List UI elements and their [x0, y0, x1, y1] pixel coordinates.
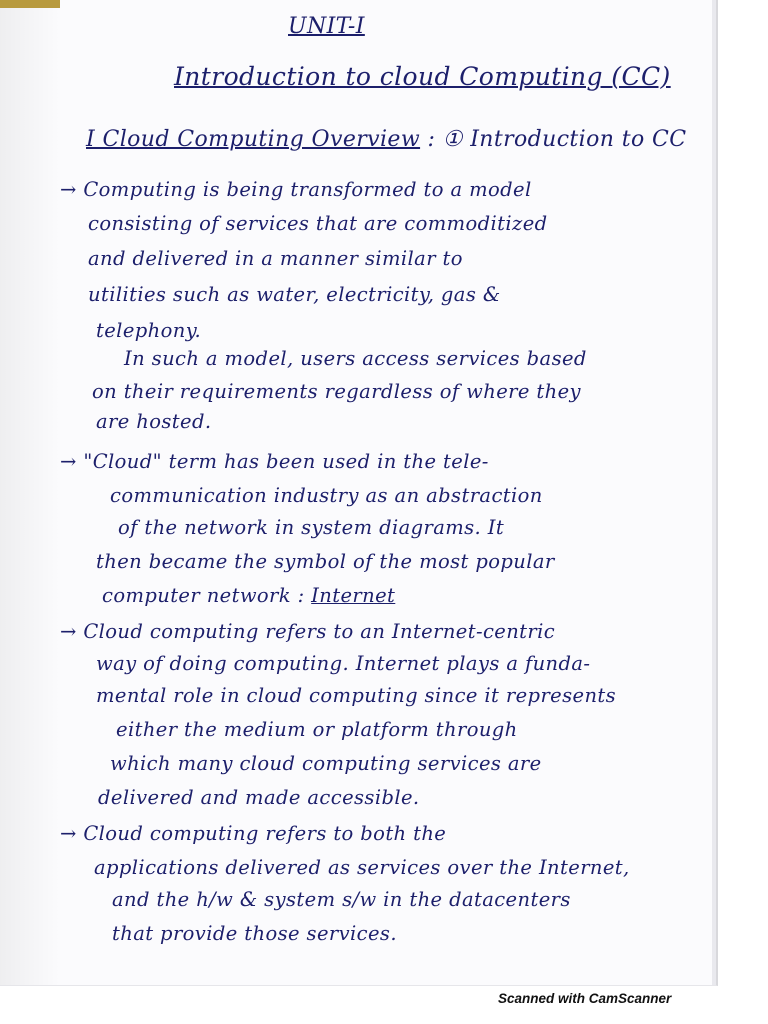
note-line: which many cloud computing services are [110, 752, 542, 775]
note-line: and delivered in a manner similar to [88, 247, 463, 270]
page-fold-shadow [0, 0, 60, 985]
note-line: either the medium or platform through [116, 718, 518, 741]
note-line: of the network in system diagrams. It [118, 516, 505, 539]
note-line: consisting of services that are commoditized [88, 212, 548, 235]
note-line: delivered and made accessible. [98, 786, 420, 809]
section-heading-main: I Cloud Computing Overview [86, 127, 421, 152]
page-top-strip [0, 0, 60, 8]
note-line: communication industry as an abstraction [110, 484, 543, 507]
page-right-edge [712, 0, 718, 985]
page-title: Introduction to cloud Computing (CC) [174, 62, 671, 91]
note-line: In such a model, users access services based [124, 347, 587, 370]
note-line: → Cloud computing refers to an Internet-centric [60, 620, 556, 643]
note-line: → Computing is being transformed to a model [60, 178, 532, 201]
note-line: on their requirements regardless of where they [92, 380, 581, 403]
note-line: → Cloud computing refers to both the [60, 822, 447, 845]
note-line: mental role in cloud computing since it represents [96, 684, 617, 707]
note-line: telephony. [96, 319, 202, 342]
note-line: → "Cloud" term has been used in the tele- [60, 450, 489, 473]
note-line-text: computer network : [102, 584, 312, 607]
note-line: then became the symbol of the most popular [96, 550, 555, 573]
internet-word: Internet [311, 584, 396, 607]
note-line: way of doing computing. Internet plays a funda- [96, 652, 591, 675]
section-heading [86, 127, 686, 152]
note-line: utilities such as water, electricity, gas & [88, 283, 501, 306]
note-line: applications delivered as services over the Internet, [94, 856, 630, 879]
scanner-watermark: Scanned with CamScanner [498, 991, 672, 1006]
section-heading-sub: : ① Introduction to CC [420, 127, 687, 152]
note-line: that provide those services. [112, 922, 397, 945]
note-line: are hosted. [96, 410, 212, 433]
unit-heading: UNIT-I [288, 14, 365, 39]
note-line [102, 584, 395, 607]
note-line: and the h/w & system s/w in the datacenters [112, 888, 571, 911]
